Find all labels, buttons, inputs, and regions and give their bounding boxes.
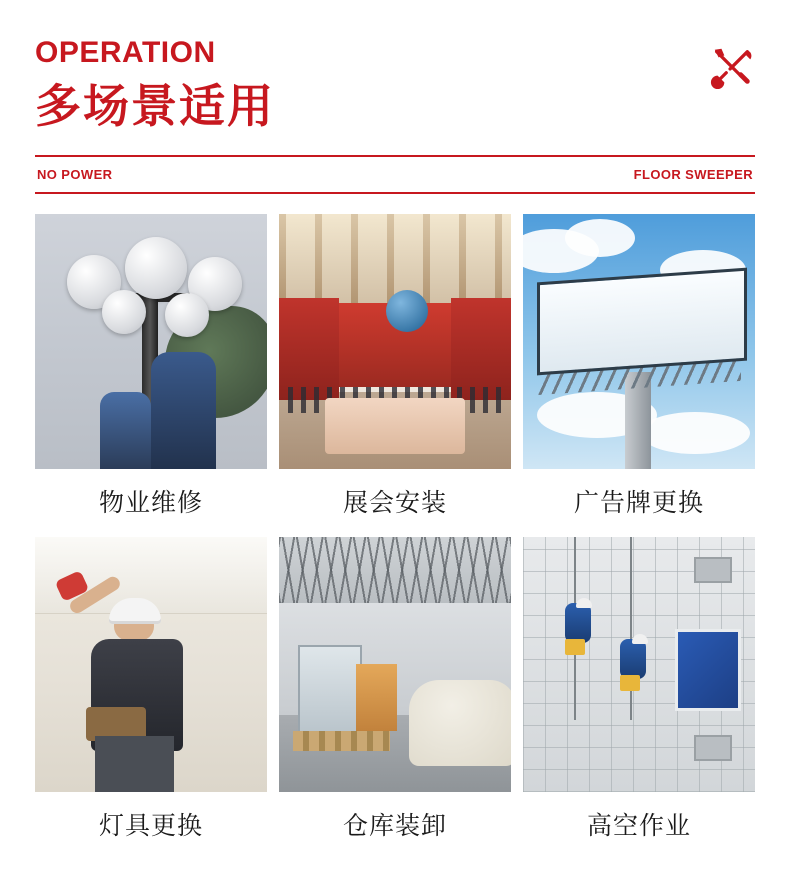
scenario-cell: [523, 214, 755, 529]
scenario-caption: 灯具更换: [98, 810, 203, 840]
tools-icon: [709, 44, 755, 90]
street-lamp-maintenance-photo: [35, 214, 267, 469]
label-no-power: NO POWER: [37, 166, 113, 182]
scenario-caption: 高空作业: [586, 810, 691, 840]
scenario-cell: [35, 214, 267, 529]
warehouse-loading-photo: [279, 537, 511, 792]
subtitle-row: [35, 157, 755, 182]
page-title-english: OPERATION: [35, 36, 216, 69]
scenario-caption: 物业维修: [98, 487, 203, 517]
exhibition-hall-installation-photo: [279, 214, 511, 469]
high-altitude-work-photo: [523, 537, 755, 792]
divider-bottom: [35, 192, 755, 194]
scenario-cell: [523, 537, 755, 852]
scenario-cell: [279, 214, 511, 529]
scenario-grid: [35, 214, 755, 852]
page-header: [35, 0, 755, 194]
scenario-cell: [35, 537, 267, 852]
scenario-cell: [279, 537, 511, 852]
label-floor-sweeper: FLOOR SWEEPER: [633, 166, 753, 182]
scenario-caption: 广告牌更换: [573, 487, 704, 517]
scenario-caption: 展会安装: [342, 487, 447, 517]
page-title-chinese: 多场景适用: [35, 80, 275, 132]
billboard-replacement-photo: [523, 214, 755, 469]
scenario-caption: 仓库装卸: [342, 810, 447, 840]
ceiling-light-replacement-photo: [35, 537, 267, 792]
